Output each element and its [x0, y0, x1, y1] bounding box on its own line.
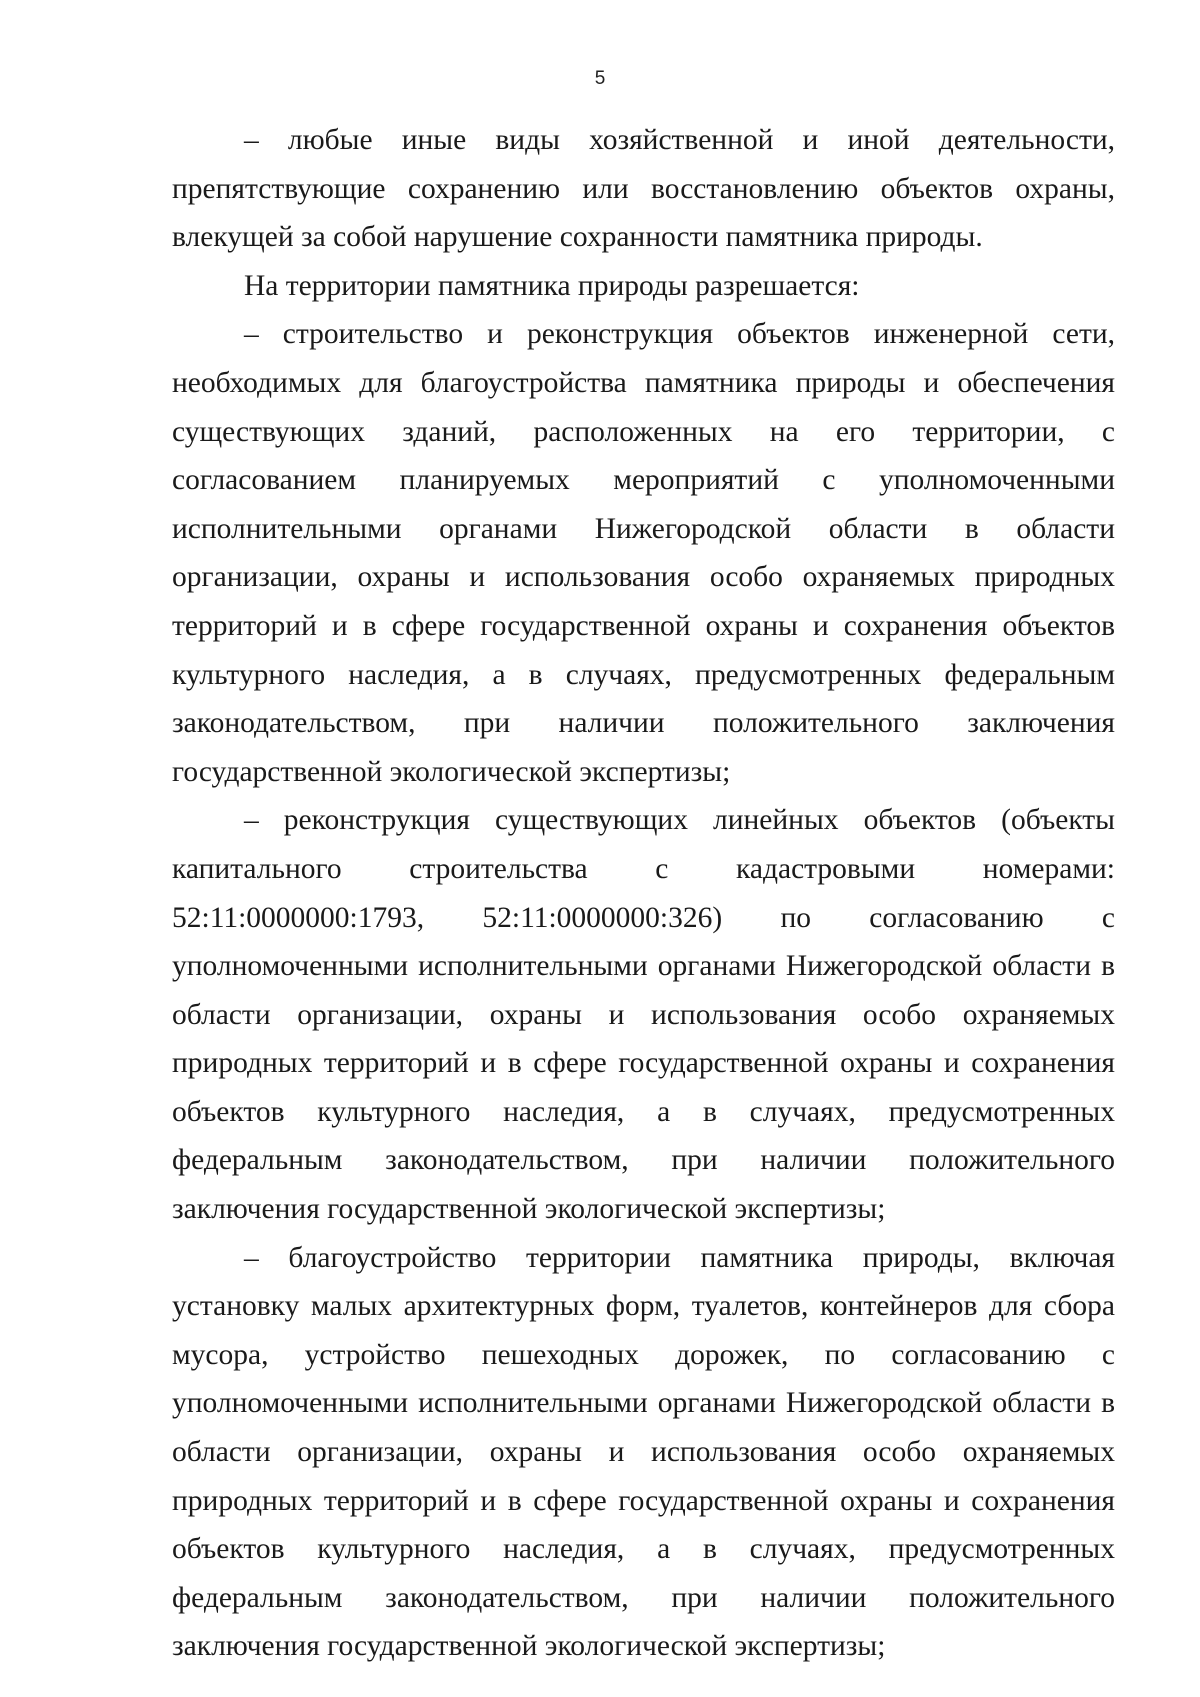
paragraph-linear-objects: – реконструкция существующих линейных объектов (объекты капитального строительства с кадастровыми номерами: 52:11:0000000:1793, 52:11:0000000:326) по согласованию с уполномоченными исполнительными органами Нижегородской области в области организации, охраны и использования особо охраняемых природных территорий и в сфере государственной охраны и сохранения объектов культурного наследия, а в случаях, предусмотренных федеральным законодательством, при наличии положительного заключения государственной экологической экспертизы;	[172, 804, 1115, 1226]
paragraph-permitted-intro: На территории памятника природы разрешается:	[244, 269, 860, 302]
paragraph-engineering-networks: – строительство и реконструкция объектов инженерной сети, необходимых для благоустройства памятника природы и обеспечения существующих зданий, расположенных на его территории, с согласованием планируемых мероприятий с уполномоченными исполнительными органами Нижегородской области в области организации, охраны и использования особо охраняемых природных территорий и в сфере государственной охраны и сохранения объектов культурного наследия, а в случаях, предусмотренных федеральным законодательством, при наличии положительного заключения государственной экологической экспертизы;	[172, 318, 1115, 788]
paragraph-landscaping: – благоустройство территории памятника природы, включая установку малых архитектурных форм, туалетов, контейнеров для сбора мусора, устройство пешеходных дорожек, по согласованию с уполномоченными исполнительными органами Нижегородской области в области организации, охраны и использования особо охраняемых природных территорий и в сфере государственной охраны и сохранения объектов культурного наследия, а в случаях, предусмотренных федеральным законодательством, при наличии положительного заключения государственной экологической экспертизы;	[172, 1241, 1115, 1663]
document-body	[172, 116, 1115, 1671]
page-number: 5	[594, 68, 606, 89]
paragraph-prohibited-activities: – любые иные виды хозяйственной и иной деятельности, препятствующие сохранению или восстановлению объектов охраны, влекущей за собой нарушение сохранности памятника природы.	[172, 124, 1115, 254]
